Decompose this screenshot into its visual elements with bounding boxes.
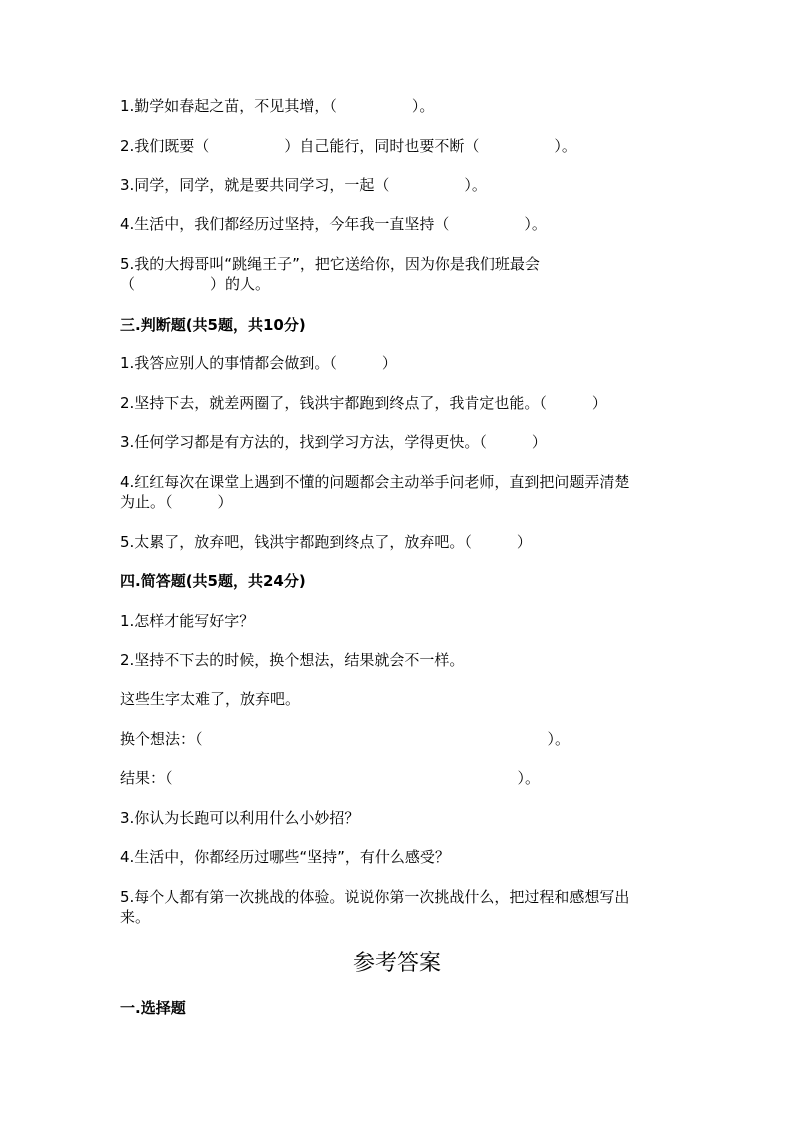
- short-q2: 2.坚持不下去的时候，换个想法，结果就会不一样。: [120, 651, 465, 669]
- short-q1: 1.怎样才能写好字？: [120, 612, 255, 630]
- judge-q4-line2: 为止。（ ）: [120, 493, 233, 511]
- fill-in-q2: 2.我们既要（ ）自己能行，同时也要不断（ ）。: [120, 137, 577, 155]
- short-q5-line2: 来。: [120, 908, 151, 926]
- judge-q4-line1: 4.红红每次在课堂上遇到不懂的问题都会主动举手问老师，直到把问题弄清楚: [120, 473, 630, 491]
- answers-title: 参考答案: [352, 951, 441, 976]
- answers-section1-heading: 一.选择题: [120, 999, 186, 1017]
- short-q3: 3.你认为长跑可以利用什么小妙招？: [120, 809, 360, 827]
- short-q5-line1: 5.每个人都有第一次挑战的体验。说说你第一次挑战什么，把过程和感想写出: [120, 888, 630, 906]
- judge-q5: 5.太累了，放弃吧，钱洪宇都跑到终点了，放弃吧。（ ）: [120, 533, 532, 551]
- short-q2-statement: 这些生字太难了，放弃吧。: [120, 690, 301, 708]
- short-q4: 4.生活中，你都经历过哪些“坚持”，有什么感受？: [120, 848, 450, 866]
- fill-in-q5-line1: 5.我的大拇哥叫“跳绳王子”，把它送给你，因为你是我们班最会: [120, 255, 540, 273]
- judge-q3: 3.任何学习都是有方法的，找到学习方法，学得更快。（ ）: [120, 433, 547, 451]
- fill-in-q5-line2: （ ）的人。: [120, 275, 271, 293]
- fill-in-q4: 4.生活中，我们都经历过坚持，今年我一直坚持（ ）。: [120, 215, 547, 233]
- short-q2-idea: 换个想法：（ ）。: [120, 730, 571, 748]
- short-heading: 四.简答题(共5题，共24分): [120, 572, 306, 590]
- judge-q1: 1.我答应别人的事情都会做到。（ ）: [120, 354, 397, 372]
- judge-q2: 2.坚持下去，就差两圈了，钱洪宇都跑到终点了，我肯定也能。（ ）: [120, 394, 607, 412]
- judge-heading: 三.判断题(共5题，共10分): [120, 316, 306, 334]
- fill-in-q1: 1.勤学如春起之苗，不见其增，（ ）。: [120, 97, 435, 115]
- short-q2-result: 结果：（ ）。: [120, 769, 541, 787]
- fill-in-q3: 3.同学，同学，就是要共同学习，一起（ ）。: [120, 176, 487, 194]
